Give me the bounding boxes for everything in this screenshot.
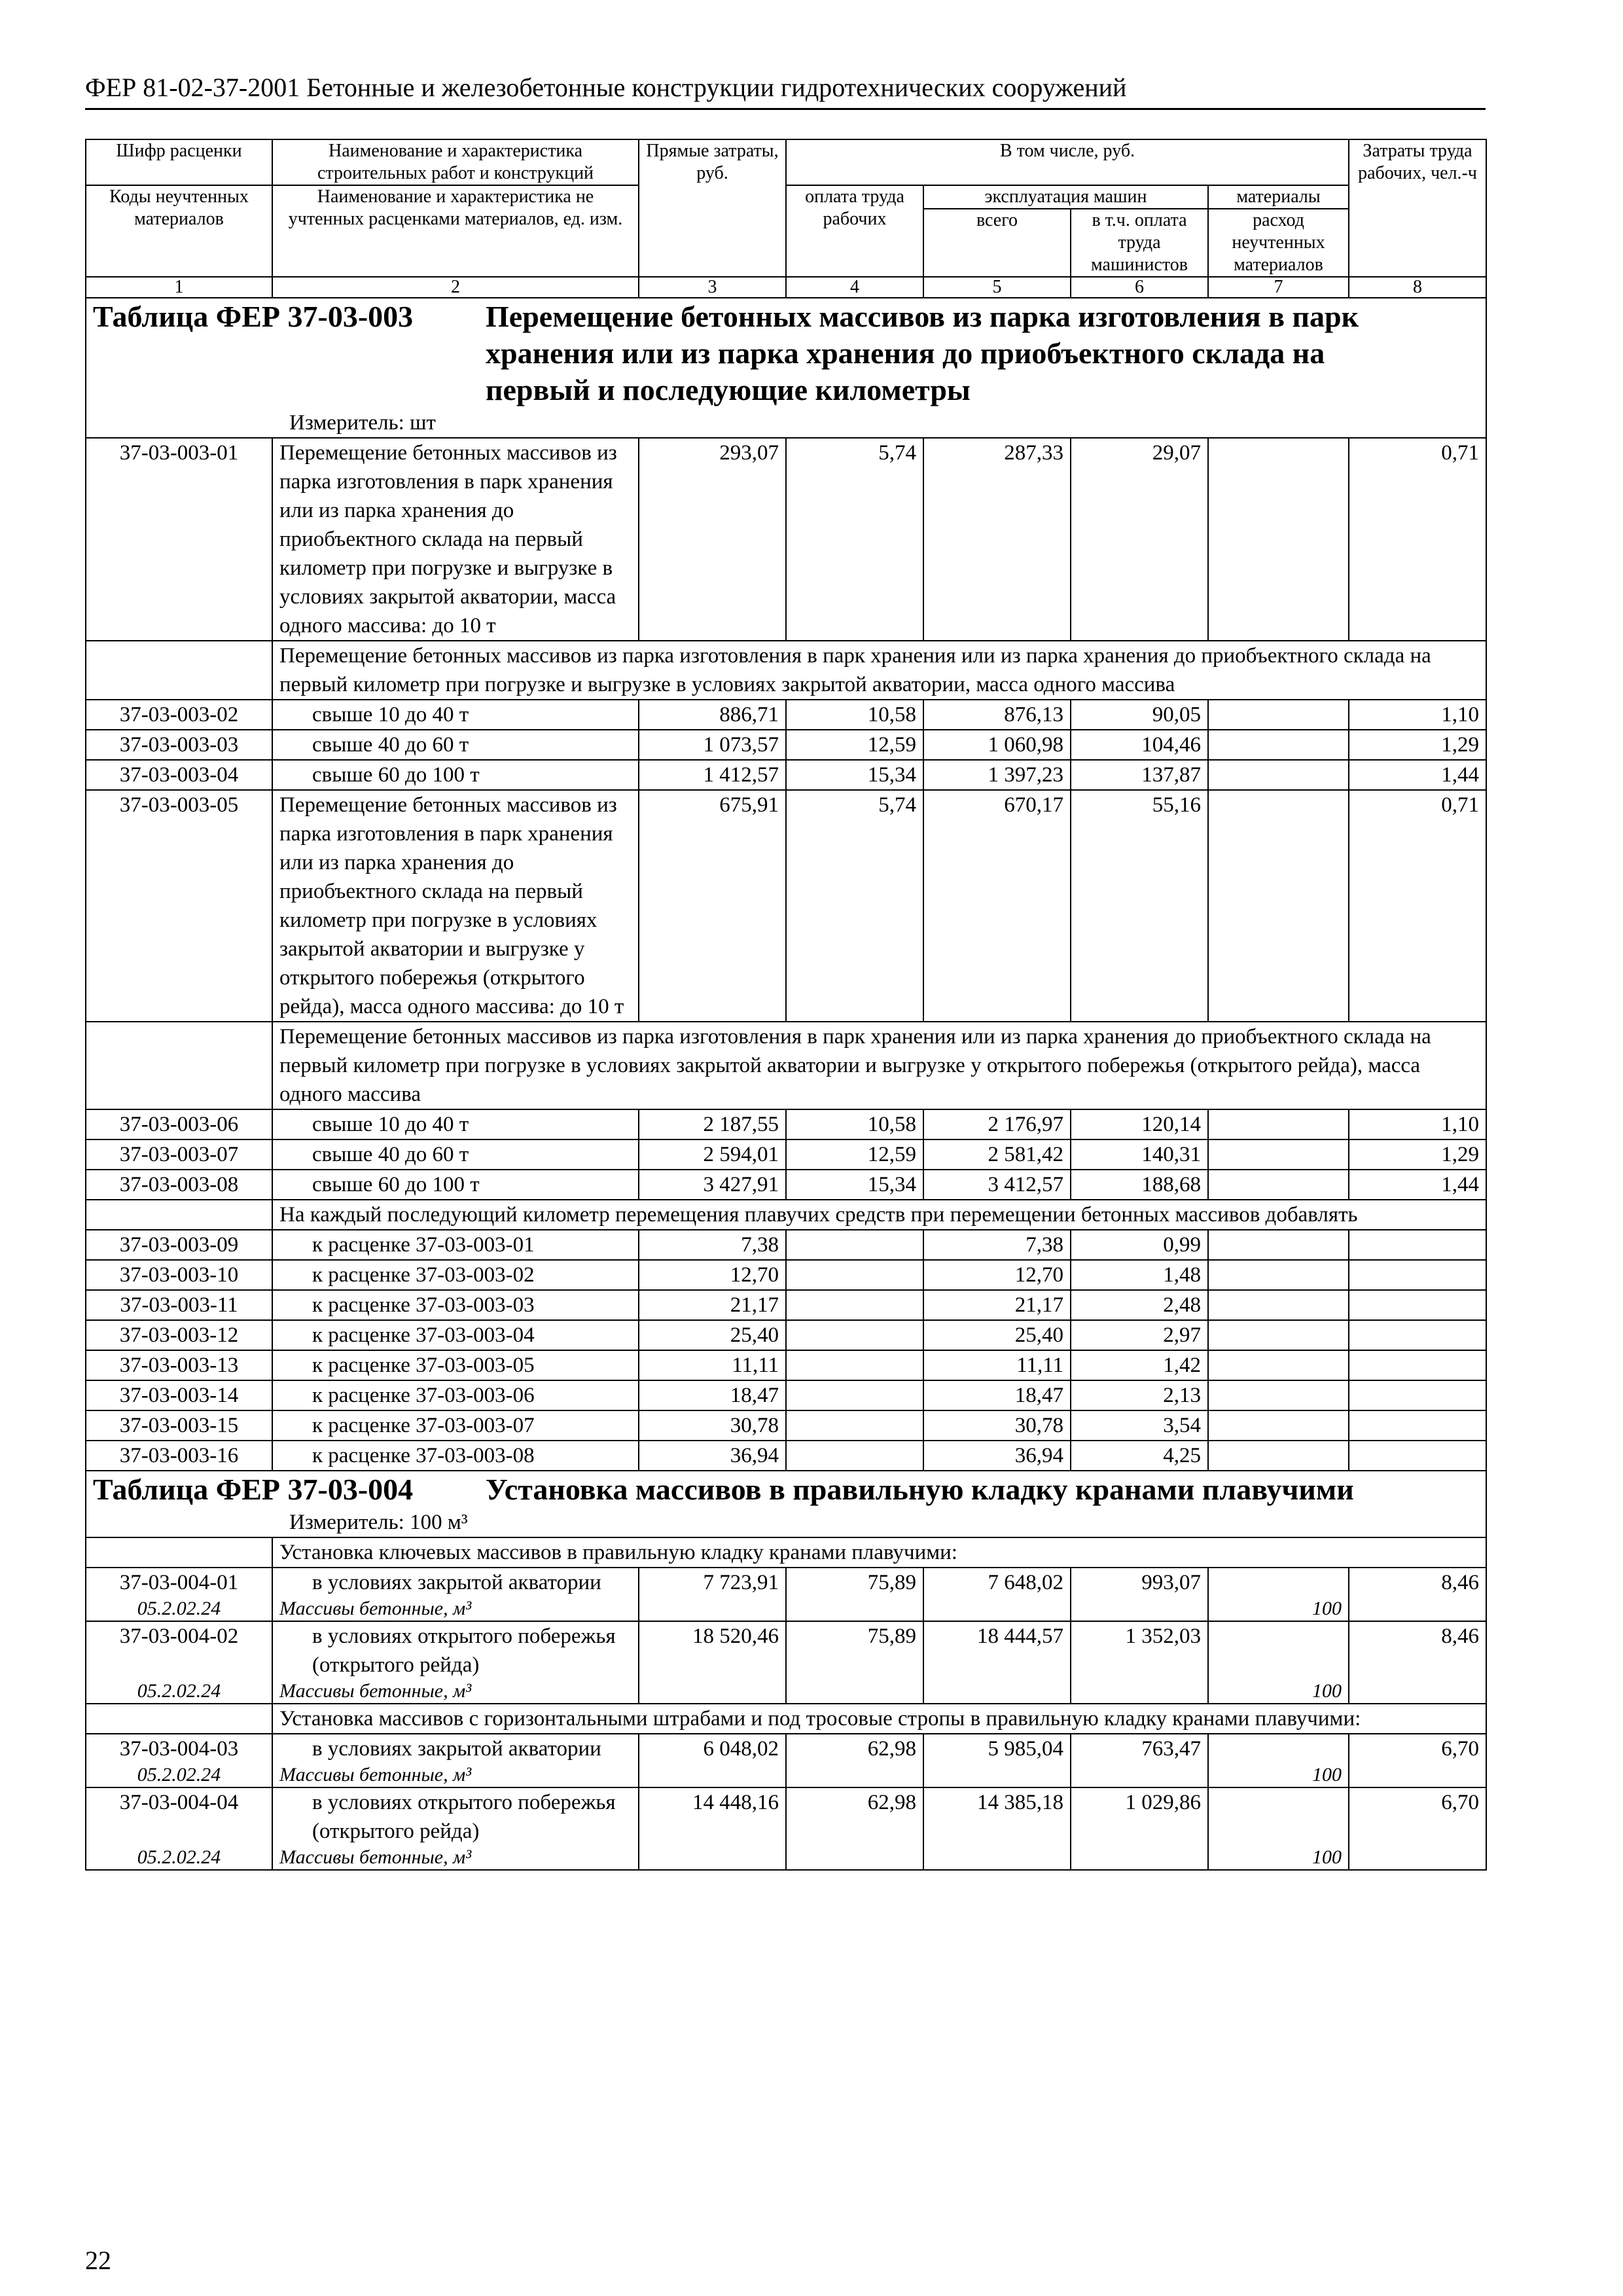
table-row: 37-03-003-12 к расценке 37-03-003-04 25,40 25,40 2,97 [86,1320,1486,1350]
col-name-header: Наименование и характеристика строительных работ и конструкций [272,139,639,185]
col-number: 1 [86,277,272,298]
table-title: Перемещение бетонных массивов из парка изготовления в парк [486,300,1359,333]
col-number: 8 [1349,277,1486,298]
table-row: 37-03-004-02 в условиях открытого побережья (открытого рейда) 18 520,46 75,89 18 444,57 1 352,03 8,46 [86,1621,1486,1679]
group-row: Перемещение бетонных массивов из парка изготовления в парк хранения или из парка хранения до приобъектного склада на первый километр при погрузке в условиях закрытой акватории и выгрузке у открытого побережья (открытого рейда), масса одного массива [86,1022,1486,1109]
table-title-block [86,298,1486,438]
table-row: 37-03-004-01 в условиях закрытой акватории 7 723,91 75,89 7 648,02 993,07 8,46 [86,1568,1486,1597]
col-labor-hours-header: Затраты труда рабочих, чел.-ч [1349,139,1486,277]
col-number: 5 [923,277,1071,298]
table-row: 37-03-004-04 в условиях открытого побережья (открытого рейда) 14 448,16 62,98 14 385,18 1 029,86 6,70 [86,1787,1486,1846]
rates-table [85,139,1487,1871]
group-row: Установка ключевых массивов в правильную кладку кранами плавучими: [86,1537,1486,1568]
col-material-names-header: Наименование и характеристика не учтенных расценками материалов, ед. изм. [272,185,639,277]
col-direct-costs-header: Прямые затраты, руб. [639,139,786,277]
table-row: 37-03-003-02 свыше 10 до 40 т 886,71 10,58 876,13 90,05 1,10 [86,700,1486,730]
table-row: 37-03-003-16 к расценке 37-03-003-08 36,94 36,94 4,25 [86,1441,1486,1471]
table-title-block [86,1471,1486,1537]
col-material-consumption-header: расход неучтенных материалов [1208,209,1349,277]
col-machines-total-header: всего [923,209,1071,277]
table-code: Таблица ФЕР 37-03-004 [93,1473,414,1506]
material-row: 05.2.02.24 Массивы бетонные, м³ 100 [86,1763,1486,1787]
col-number: 3 [639,277,786,298]
table-row: 37-03-003-14 к расценке 37-03-003-06 18,47 18,47 2,13 [86,1380,1486,1410]
table-row: 37-03-003-11 к расценке 37-03-003-03 21,17 21,17 2,48 [86,1290,1486,1320]
table-row: 37-03-003-15 к расценке 37-03-003-07 30,78 30,78 3,54 [86,1410,1486,1441]
col-operators-wages-header: в т.ч. оплата труда машинистов [1071,209,1208,277]
material-row: 05.2.02.24 Массивы бетонные, м³ 100 [86,1597,1486,1621]
table-row: 37-03-004-03 в условиях закрытой акватории 6 048,02 62,98 5 985,04 763,47 6,70 [86,1734,1486,1763]
col-wages-header: оплата труда рабочих [786,185,923,277]
running-header: ФЕР 81-02-37-2001 Бетонные и железобетонные конструкции гидротехнических сооружений [85,72,1486,110]
table-row: 37-03-003-10 к расценке 37-03-003-02 12,70 12,70 1,48 [86,1260,1486,1290]
material-row: 05.2.02.24 Массивы бетонные, м³ 100 [86,1846,1486,1870]
group-row: Перемещение бетонных массивов из парка изготовления в парк хранения или из парка хранения до приобъектного склада на первый километр при погрузке и выгрузке в условиях закрытой акватории, масса одного массива [86,641,1486,700]
col-machines-header: эксплуатация машин [923,185,1208,209]
unit-of-measure: Измеритель: шт [289,411,436,435]
table-row: 37-03-003-06 свыше 10 до 40 т 2 187,55 10,58 2 176,97 120,14 1,10 [86,1109,1486,1139]
page-number: 22 [85,2246,111,2275]
material-row: 05.2.02.24 Массивы бетонные, м³ 100 [86,1679,1486,1704]
table-row: 37-03-003-04 свыше 60 до 100 т 1 412,57 15,34 1 397,23 137,87 1,44 [86,760,1486,790]
col-code-header: Шифр расценки [86,139,272,185]
table-row: 37-03-003-07 свыше 40 до 60 т 2 594,01 12,59 2 581,42 140,31 1,29 [86,1139,1486,1170]
col-number: 6 [1071,277,1208,298]
table-row: 37-03-003-13 к расценке 37-03-003-05 11,11 11,11 1,42 [86,1350,1486,1380]
col-materials-header: материалы [1208,185,1349,209]
table-row: 37-03-003-03 свыше 40 до 60 т 1 073,57 12,59 1 060,98 104,46 1,29 [86,730,1486,760]
group-row: На каждый последующий километр перемещения плавучих средств при перемещении бетонных массивов добавлять [86,1200,1486,1230]
col-material-codes-header: Коды неучтенных материалов [86,185,272,277]
table-row: 37-03-003-01 Перемещение бетонных массивов из парка изготовления в парк хранения или из парка хранения до приобъектного склада на первый километр при погрузке и выгрузке в условиях закрытой акватории, масса одного массива: до 10 т 293,07 5,74 287,33 29,07 0,71 [86,438,1486,641]
table-title: первый и последующие километры [486,373,971,406]
table-row: 37-03-003-05 Перемещение бетонных массивов из парка изготовления в парк хранения или из парка хранения до приобъектного склада на первый километр при погрузке в условиях закрытой акватории и выгрузке у открытого побережья (открытого рейда), масса одного массива: до 10 т 675,91 5,74 670,17 55,16 0,71 [86,790,1486,1022]
col-number: 4 [786,277,923,298]
unit-of-measure: Измеритель: 100 м³ [289,1511,468,1534]
table-title: Установка массивов в правильную кладку кранами плавучими [486,1473,1354,1506]
col-number: 2 [272,277,639,298]
col-group-header: В том числе, руб. [786,139,1349,185]
col-number: 7 [1208,277,1349,298]
table-title: хранения или из парка хранения до приобъектного склада на [486,336,1325,370]
group-row: Установка массивов с горизонтальными штрабами и под тросовые стропы в правильную кладку кранами плавучими: [86,1704,1486,1734]
table-row: 37-03-003-09 к расценке 37-03-003-01 7,38 7,38 0,99 [86,1230,1486,1260]
table-code: Таблица ФЕР 37-03-003 [93,300,414,333]
table-row: 37-03-003-08 свыше 60 до 100 т 3 427,91 15,34 3 412,57 188,68 1,44 [86,1170,1486,1200]
